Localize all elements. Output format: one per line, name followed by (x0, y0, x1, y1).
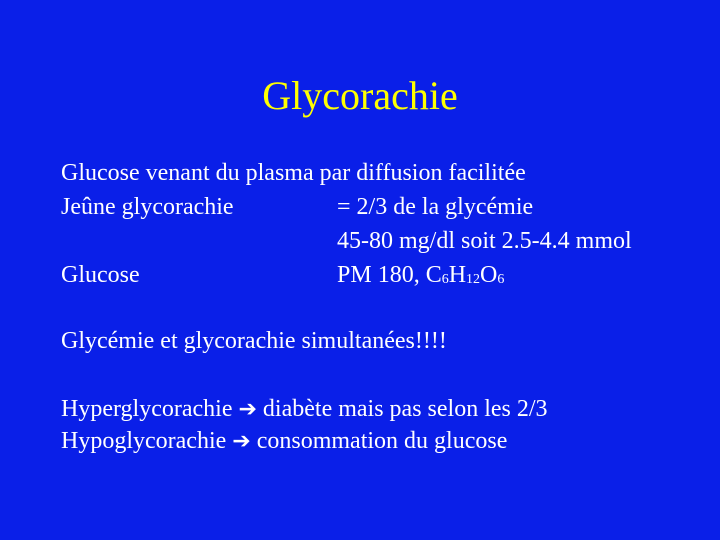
formula-h: H (448, 262, 467, 288)
line-glucose (61, 260, 661, 290)
hyper-text: diabète mais pas selon les 2/3 (262, 396, 548, 422)
range-value: 45-80 mg/dl soit 2.5-4.4 mmol (337, 228, 632, 254)
formula-o: O (480, 262, 498, 288)
line-hyper (61, 394, 548, 424)
line-simultaneous: Glycémie et glycorachie simultanées!!!! (61, 328, 447, 354)
formula-sub-h: 12 (466, 272, 481, 287)
right-arrow-icon: ➔ (232, 428, 251, 453)
hyper-term: Hyperglycorachie (61, 396, 233, 422)
right-arrow-icon: ➔ (238, 396, 257, 421)
line-diffusion: Glucose venant du plasma par diffusion facilitée (61, 160, 526, 186)
formula-sub-o: 6 (497, 272, 505, 287)
hypo-term: Hypoglycorachie (61, 428, 227, 454)
hypo-text: consommation du glucose (256, 428, 508, 454)
glucose-formula (337, 260, 504, 294)
fasting-ratio: = 2/3 de la glycémie (337, 194, 534, 220)
glucose-label: Glucose (61, 262, 140, 288)
fasting-label: Jeûne glycorachie (61, 194, 234, 220)
line-hypo (61, 426, 507, 456)
formula-prefix: PM 180, C (337, 262, 442, 288)
slide-title: Glycorachie (262, 73, 458, 118)
line-fasting (61, 192, 661, 222)
formula-sub-c: 6 (441, 272, 449, 287)
